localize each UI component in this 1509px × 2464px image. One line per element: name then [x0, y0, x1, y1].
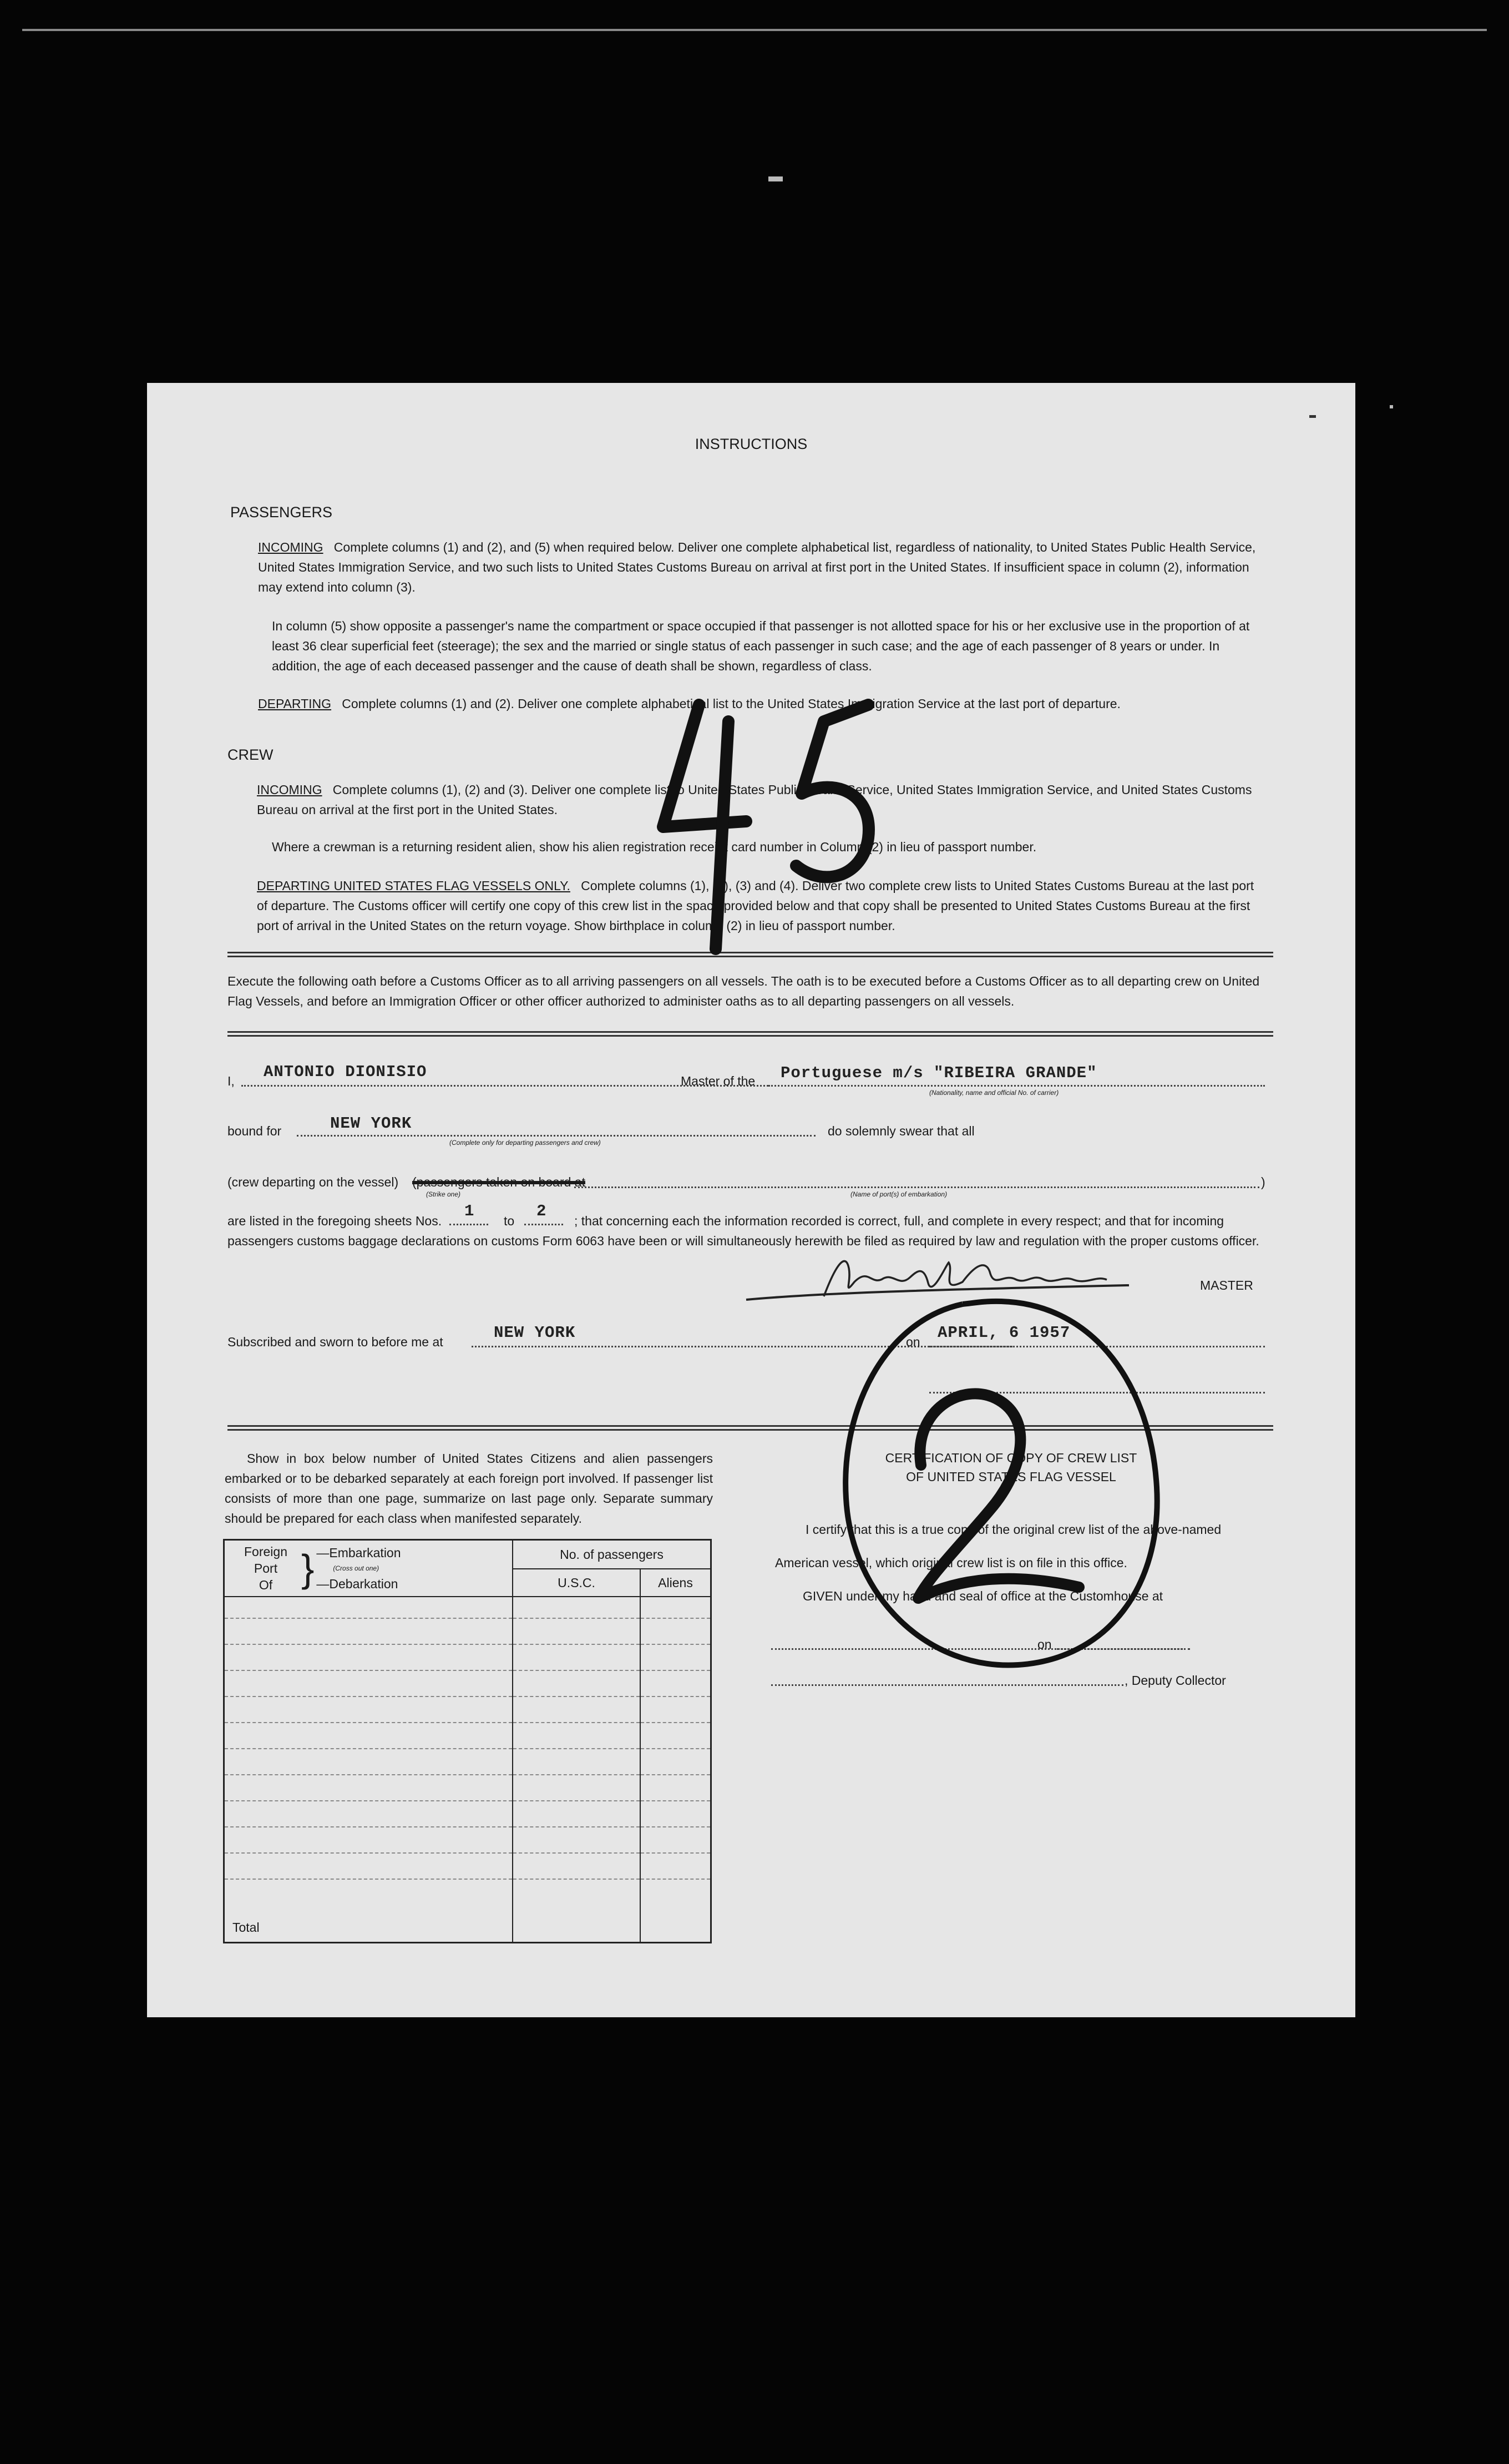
table-row [224, 1696, 711, 1723]
deputy-collector-line [771, 1684, 1123, 1686]
film-speck [768, 176, 783, 181]
port-caption: (Name of port(s) of embarkation) [850, 1190, 948, 1198]
no-of-passengers-header: No. of passengers [513, 1540, 711, 1569]
sworn-on-label: on [906, 1335, 920, 1349]
document-page [147, 383, 1355, 2017]
deputy-collector-label: , Deputy Collector [1125, 1673, 1226, 1688]
certification-title [771, 1448, 1251, 1486]
section-divider [227, 1031, 1273, 1037]
sheet-from-field: 1 [464, 1202, 475, 1220]
table-row [224, 1801, 711, 1827]
table-row [224, 1827, 711, 1853]
summary-header-row [224, 1540, 711, 1569]
crew-incoming-label: INCOMING [257, 782, 322, 797]
foreign-label: Foreign [244, 1544, 287, 1559]
crew-incoming-text: Complete columns (1), (2) and (3). Deliver one complete list to United States Public Health Service, United States Immigration Service, and United States Customs Bureau on arrival at the first port in the United States. [257, 782, 1252, 817]
subscribed-label: Subscribed and sworn to before me at [227, 1335, 443, 1349]
foreign-port-header: Foreign Port Of } —Embarkation (Cross out one) —Debarkation [224, 1540, 513, 1597]
crew-departing-label: (crew departing on the vessel) [227, 1175, 399, 1189]
given-text: GIVEN under my hand and seal of office at the Customhouse at [803, 1589, 1163, 1603]
destination-field: NEW YORK [330, 1114, 412, 1133]
passengers-incoming-text: Complete columns (1) and (2), and (5) when required below. Deliver one complete alphabetical list, regardless of nationality, to United States Public Health Service, United States Immigration Service, and two such lists to United States Customs Bureau on arrival at first port in the United States. If insufficient space in column (2), information may extend into column (3). [258, 540, 1256, 594]
film-edge-line [22, 29, 1487, 31]
sheet-to-field: 2 [536, 1202, 547, 1220]
passengers-incoming-label: INCOMING [258, 540, 323, 554]
close-paren: ) [1261, 1175, 1265, 1189]
vessel-line [768, 1085, 1265, 1087]
certify-text-line2: American vessel, which original crew list is on file in this office. [775, 1556, 1127, 1570]
destination-line [297, 1135, 816, 1137]
embarkation-label: —Embarkation [316, 1546, 401, 1560]
aliens-header: Aliens [640, 1569, 711, 1597]
passengers-incoming-paragraph [258, 537, 1268, 597]
section-divider [227, 952, 1273, 957]
section-divider [227, 1425, 1273, 1431]
passengers-heading: PASSENGERS [230, 504, 333, 521]
certification-title-line1: CERTIFICATION OF COPY OF CREW LIST [885, 1451, 1137, 1465]
sworn-extra-line [929, 1392, 1265, 1393]
strike-caption: (Strike one) [426, 1190, 461, 1198]
page-speck [1390, 405, 1393, 408]
page-title: INSTRUCTIONS [695, 436, 808, 452]
table-row [224, 1775, 711, 1801]
passengers-departing-label: DEPARTING [258, 696, 332, 711]
table-row [224, 1749, 711, 1775]
passengers-column5-paragraph: In column (5) show opposite a passenger's name the compartment or space occupied if that passenger is not allotted space for his or her exclusive use in the proportion of at least 36 clear superficial feet (steerage); the sex and the married or single status of each passenger in such case; and the age of each passenger of 8 years or under. In addition, the age of each deceased passenger and the cause of death shall be shown, regardless of class. [272, 619, 1250, 673]
total-row [224, 1879, 711, 1943]
sworn-date-field: APRIL, 6 1957 [938, 1324, 1071, 1342]
cross-out-caption: (Cross out one) [333, 1564, 379, 1572]
sworn-place-field: NEW YORK [494, 1324, 576, 1342]
master-label: MASTER [1200, 1278, 1253, 1292]
certification-title-line2: OF UNITED STATES FLAG VESSEL [906, 1470, 1116, 1484]
table-row [224, 1618, 711, 1644]
passengers-departing-paragraph [258, 694, 1268, 714]
port-label: Port [254, 1561, 278, 1576]
oath-intro: Execute the following oath before a Customs Officer as to all arriving passengers on all vessels. The oath is to be executed before a Customs Officer as to all departing crew on United Flag Vessels, and before an Immigration Officer or other officer authorized to administer oaths as to all departing passengers on all vessels. [227, 974, 1260, 1008]
crew-departing-text: Complete columns (1), (2), (3) and (4). Deliver two complete crew lists to United States Customs Bureau at the last port of departure. The Customs officer will certify one copy of this crew list in the space provided below and that copy shall be presented to United States Customs Bureau at the first port of arrival in the United States on the return voyage. Show birthplace in column (2) in lieu of passport number. [257, 878, 1254, 933]
master-name-field: ANTONIO DIONISIO [264, 1063, 427, 1081]
table-row [224, 1644, 711, 1670]
struck-passengers-text: (passengers taken on board at [412, 1175, 585, 1189]
page-speck [1309, 415, 1316, 418]
crew-heading: CREW [227, 746, 274, 763]
table-row [224, 1670, 711, 1696]
passenger-summary-table [223, 1539, 712, 1943]
summary-instructions: Show in box below number of United States Citizens and alien passengers embarked or to be debarked separately at each foreign port involved. If passenger list consists of more than one page, summarize on last page only. Separate summary should be prepared for each class when manifested separately. [225, 1451, 713, 1526]
certification-on-label: on [1037, 1637, 1052, 1652]
embarkation-port-line [574, 1186, 1259, 1188]
crew-departing-paragraph [257, 876, 1268, 936]
certify-text-line1: I certify that this is a true copy of the original crew list of the above-named [806, 1522, 1222, 1537]
sworn-date-line [929, 1346, 1265, 1347]
total-label: Total [224, 1879, 513, 1943]
bound-label: bound for [227, 1124, 282, 1138]
usc-header: U.S.C. [513, 1569, 640, 1597]
master-signature [741, 1249, 1140, 1315]
to-label: to [504, 1214, 515, 1228]
vessel-field: Portuguese m/s "RIBEIRA GRANDE" [781, 1064, 1097, 1082]
table-row [224, 1853, 711, 1879]
certification-date-line [1057, 1648, 1190, 1650]
master-of-label: Master of the [681, 1074, 756, 1088]
crew-crewman-paragraph: Where a crewman is a returning resident alien, show his alien registration receipt card number in Column (2) in lieu of passport number. [272, 840, 1037, 854]
oath-statement: ; that concerning each the information recorded is correct, full, and complete in every respect; and that for incoming passengers customs baggage declarations on customs Form 6063 have been or will simultaneously herewith be filed as required by law and regulation with the proper customs officer. [227, 1214, 1259, 1248]
oath-i-label: I, [227, 1074, 235, 1088]
passengers-departing-text: Complete columns (1) and (2). Deliver one complete alphabetical list to the United States Immigration Service at the last port of departure. [342, 696, 1121, 711]
of-label: Of [259, 1578, 273, 1592]
table-row [224, 1723, 711, 1749]
swear-label: do solemnly swear that all [828, 1124, 975, 1138]
debarkation-label: —Debarkation [316, 1577, 398, 1591]
vessel-caption: (Nationality, name and official No. of carrier) [929, 1089, 1059, 1097]
table-row [224, 1597, 711, 1618]
crew-incoming-paragraph [257, 780, 1268, 820]
crew-departing-label: DEPARTING UNITED STATES FLAG VESSELS ONLY. [257, 878, 570, 893]
destination-caption: (Complete only for departing passengers and crew) [449, 1139, 601, 1147]
listed-label: are listed in the foregoing sheets Nos. [227, 1214, 442, 1228]
